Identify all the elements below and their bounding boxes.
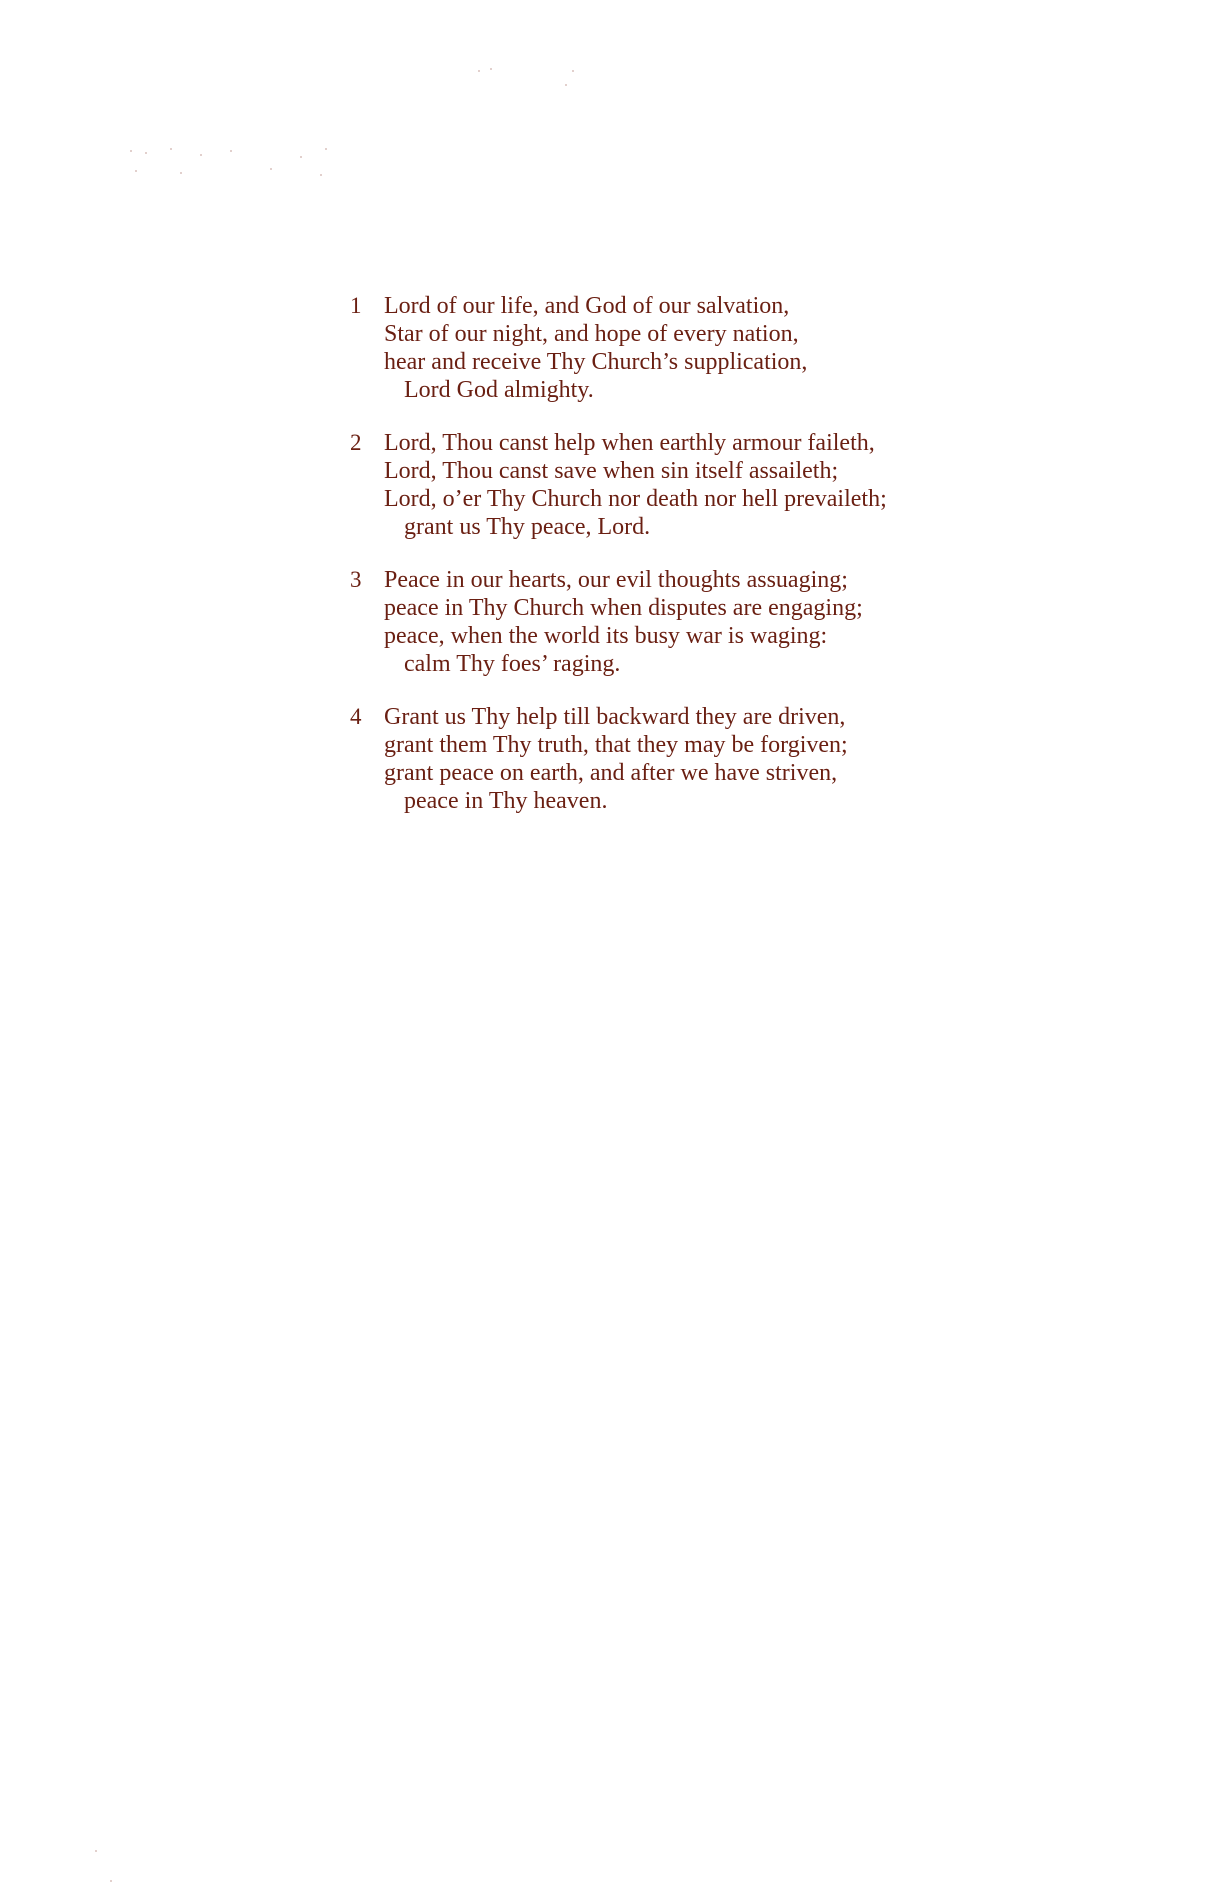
verse-number: 1	[350, 293, 362, 318]
scan-speck	[200, 154, 202, 156]
scan-speck	[565, 84, 567, 86]
scan-speck	[572, 70, 574, 72]
verse-refrain: Lord God almighty.	[404, 377, 594, 403]
scan-speck	[478, 70, 480, 72]
scan-speck	[130, 150, 132, 152]
scan-speck	[110, 1880, 112, 1882]
verse-line: Lord of our life, and God of our salvation,	[384, 293, 790, 319]
verse-line: Lord, Thou canst save when sin itself assaileth;	[384, 458, 839, 484]
scan-speck	[490, 68, 492, 70]
scan-speck	[145, 152, 147, 154]
scan-speck	[270, 168, 272, 170]
verse-refrain: grant us Thy peace, Lord.	[404, 514, 651, 540]
verse-line: Star of our night, and hope of every nation,	[384, 321, 799, 347]
scan-speck	[300, 156, 302, 158]
verse-number: 3	[350, 567, 362, 592]
verse-line: Lord, o’er Thy Church nor death nor hell prevaileth;	[384, 486, 887, 512]
verse-line: Grant us Thy help till backward they are driven,	[384, 704, 846, 730]
verse-line: grant peace on earth, and after we have striven,	[384, 760, 838, 786]
scan-speck	[95, 1850, 97, 1852]
verse-number: 2	[350, 430, 362, 455]
verse-line: peace in Thy Church when disputes are engaging;	[384, 595, 863, 621]
scan-speck	[230, 150, 232, 152]
verse-lines	[384, 566, 863, 678]
verse-refrain: calm Thy foes’ raging.	[404, 651, 621, 677]
hymn-text	[350, 292, 990, 840]
verse-lines	[384, 703, 848, 815]
verse-line: peace, when the world its busy war is waging:	[384, 623, 828, 649]
verse-1	[350, 292, 990, 404]
verse-3	[350, 566, 990, 678]
verse-4	[350, 703, 990, 815]
scan-speck	[170, 148, 172, 150]
verse-line: grant them Thy truth, that they may be forgiven;	[384, 732, 848, 758]
verse-lines	[384, 429, 887, 541]
verse-line: hear and receive Thy Church’s supplication,	[384, 349, 808, 375]
scan-speck	[135, 170, 137, 172]
verse-line: Lord, Thou canst help when earthly armour faileth,	[384, 430, 875, 456]
scan-speck	[180, 172, 182, 174]
scan-speck	[320, 174, 322, 176]
verse-number: 4	[350, 704, 362, 729]
scan-speck	[325, 148, 327, 150]
verse-2	[350, 429, 990, 541]
verse-lines	[384, 292, 807, 404]
verse-refrain: peace in Thy heaven.	[404, 788, 608, 814]
verse-line: Peace in our hearts, our evil thoughts assuaging;	[384, 567, 848, 593]
